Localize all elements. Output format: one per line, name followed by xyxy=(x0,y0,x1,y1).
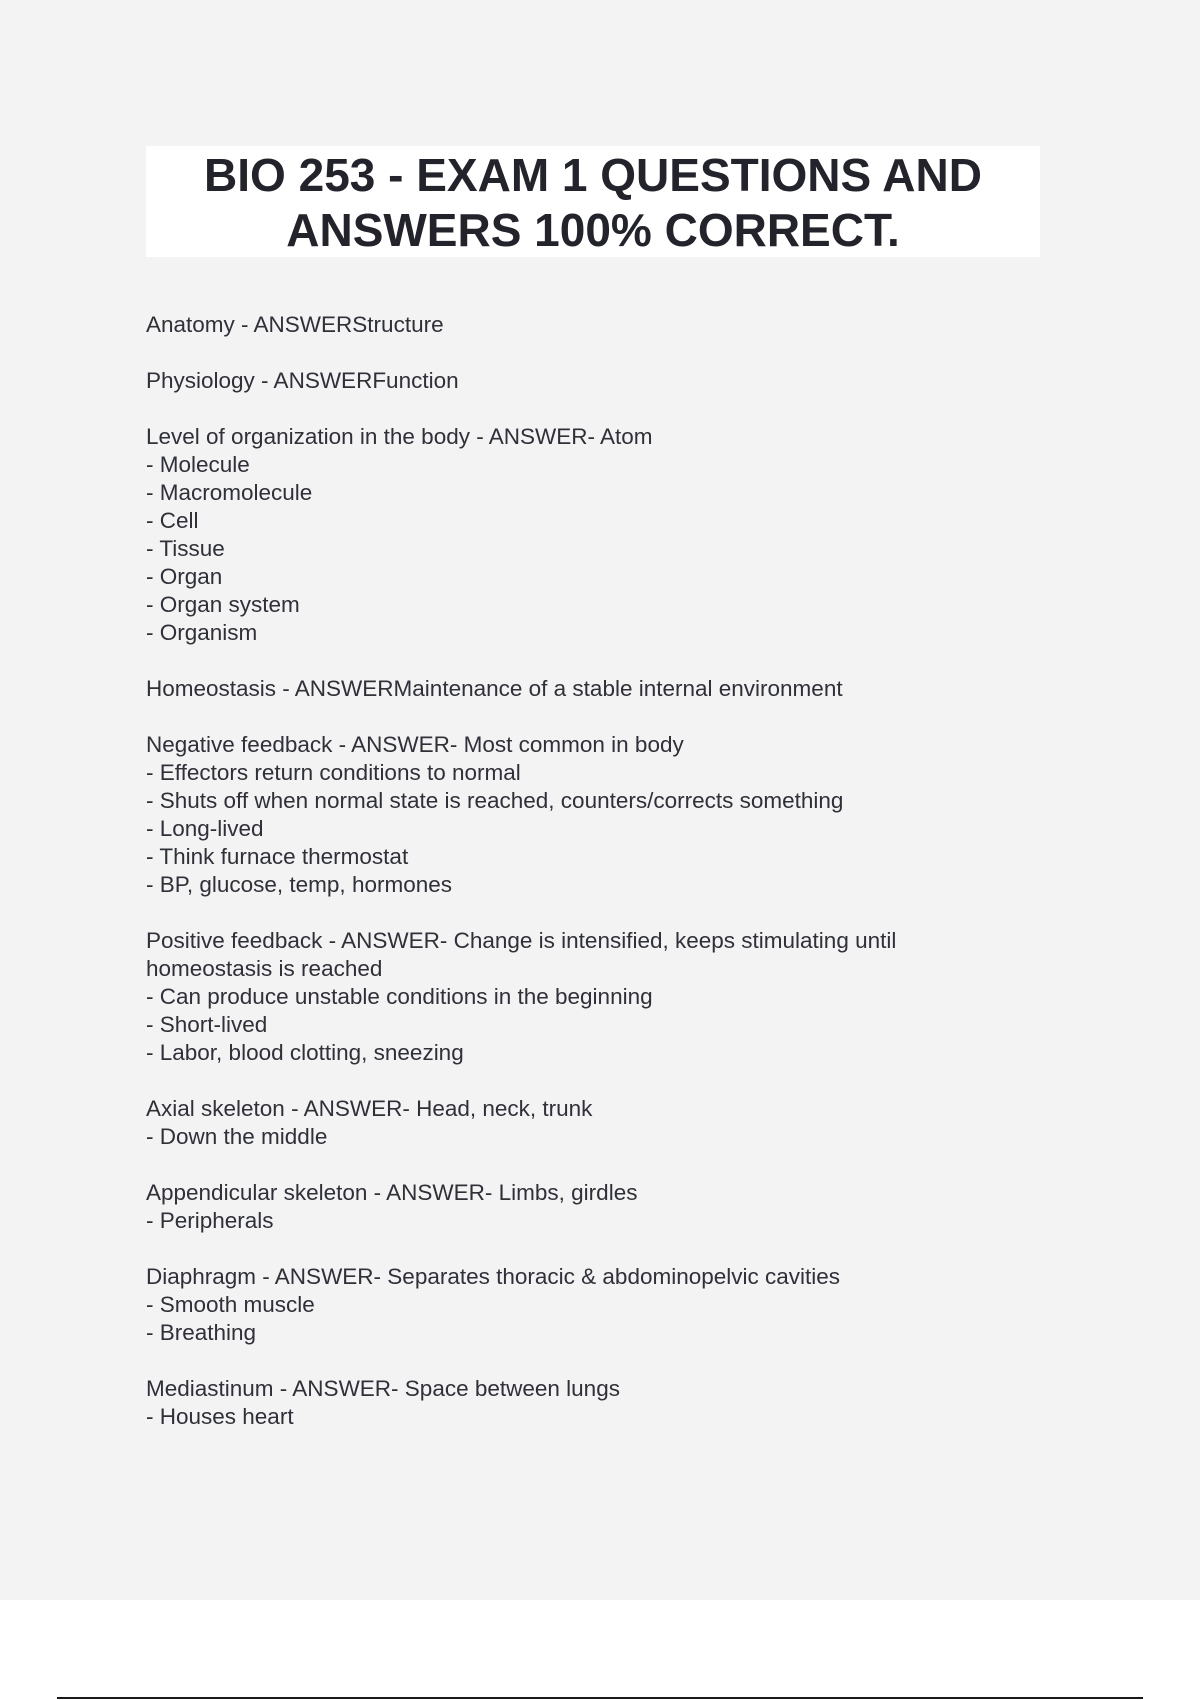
qa-list xyxy=(146,311,1106,1459)
qa-detail-line: - Peripherals xyxy=(146,1208,274,1233)
qa-detail-line: - Labor, blood clotting, sneezing xyxy=(146,1040,464,1065)
qa-detail-line: - Can produce unstable conditions in the beginning xyxy=(146,984,653,1009)
qa-detail-line: - Short-lived xyxy=(146,1012,268,1037)
qa-entry xyxy=(146,927,1106,1067)
qa-entry xyxy=(146,367,1106,395)
title-banner xyxy=(146,146,1040,257)
qa-term-line: Appendicular skeleton - ANSWER- Limbs, girdles xyxy=(146,1180,638,1205)
qa-detail-line: - Tissue xyxy=(146,536,225,561)
qa-entry xyxy=(146,423,1106,647)
qa-detail-line: - BP, glucose, temp, hormones xyxy=(146,872,452,897)
qa-term-line: Level of organization in the body - ANSWER- Atom xyxy=(146,424,653,449)
qa-detail-line: - Macromolecule xyxy=(146,480,313,505)
qa-detail-line: - Down the middle xyxy=(146,1124,328,1149)
title-line-1: BIO 253 - EXAM 1 QUESTIONS AND xyxy=(204,149,982,201)
qa-detail-line: homeostasis is reached xyxy=(146,956,383,981)
qa-detail-line: - Organ system xyxy=(146,592,300,617)
qa-term-line: Anatomy - ANSWERStructure xyxy=(146,312,444,337)
qa-detail-line: - Smooth muscle xyxy=(146,1292,315,1317)
qa-entry xyxy=(146,731,1106,899)
qa-detail-line: - Long-lived xyxy=(146,816,264,841)
qa-detail-line: - Organism xyxy=(146,620,258,645)
qa-entry xyxy=(146,311,1106,339)
qa-entry xyxy=(146,1095,1106,1151)
qa-term-line: Physiology - ANSWERFunction xyxy=(146,368,459,393)
qa-detail-line: - Houses heart xyxy=(146,1404,294,1429)
qa-term-line: Homeostasis - ANSWERMaintenance of a stable internal environment xyxy=(146,676,843,701)
qa-detail-line: - Shuts off when normal state is reached, counters/corrects something xyxy=(146,788,844,813)
qa-term-line: Axial skeleton - ANSWER- Head, neck, trunk xyxy=(146,1096,593,1121)
qa-term-line: Positive feedback - ANSWER- Change is intensified, keeps stimulating until xyxy=(146,928,897,953)
qa-detail-line: - Cell xyxy=(146,508,199,533)
qa-term-line: Diaphragm - ANSWER- Separates thoracic & abdominopelvic cavities xyxy=(146,1264,841,1289)
qa-detail-line: - Think furnace thermostat xyxy=(146,844,409,869)
qa-term-line: Negative feedback - ANSWER- Most common in body xyxy=(146,732,684,757)
title-line-2: ANSWERS 100% CORRECT. xyxy=(286,204,900,256)
qa-entry xyxy=(146,1263,1106,1347)
qa-entry xyxy=(146,1375,1106,1431)
qa-detail-line: - Breathing xyxy=(146,1320,257,1345)
qa-detail-line: - Molecule xyxy=(146,452,250,477)
footer-divider xyxy=(57,1697,1143,1699)
qa-entry xyxy=(146,1179,1106,1235)
qa-term-line: Mediastinum - ANSWER- Space between lungs xyxy=(146,1376,620,1401)
qa-entry xyxy=(146,675,1106,703)
document-title xyxy=(146,148,1040,258)
qa-detail-line: - Effectors return conditions to normal xyxy=(146,760,521,785)
qa-detail-line: - Organ xyxy=(146,564,223,589)
